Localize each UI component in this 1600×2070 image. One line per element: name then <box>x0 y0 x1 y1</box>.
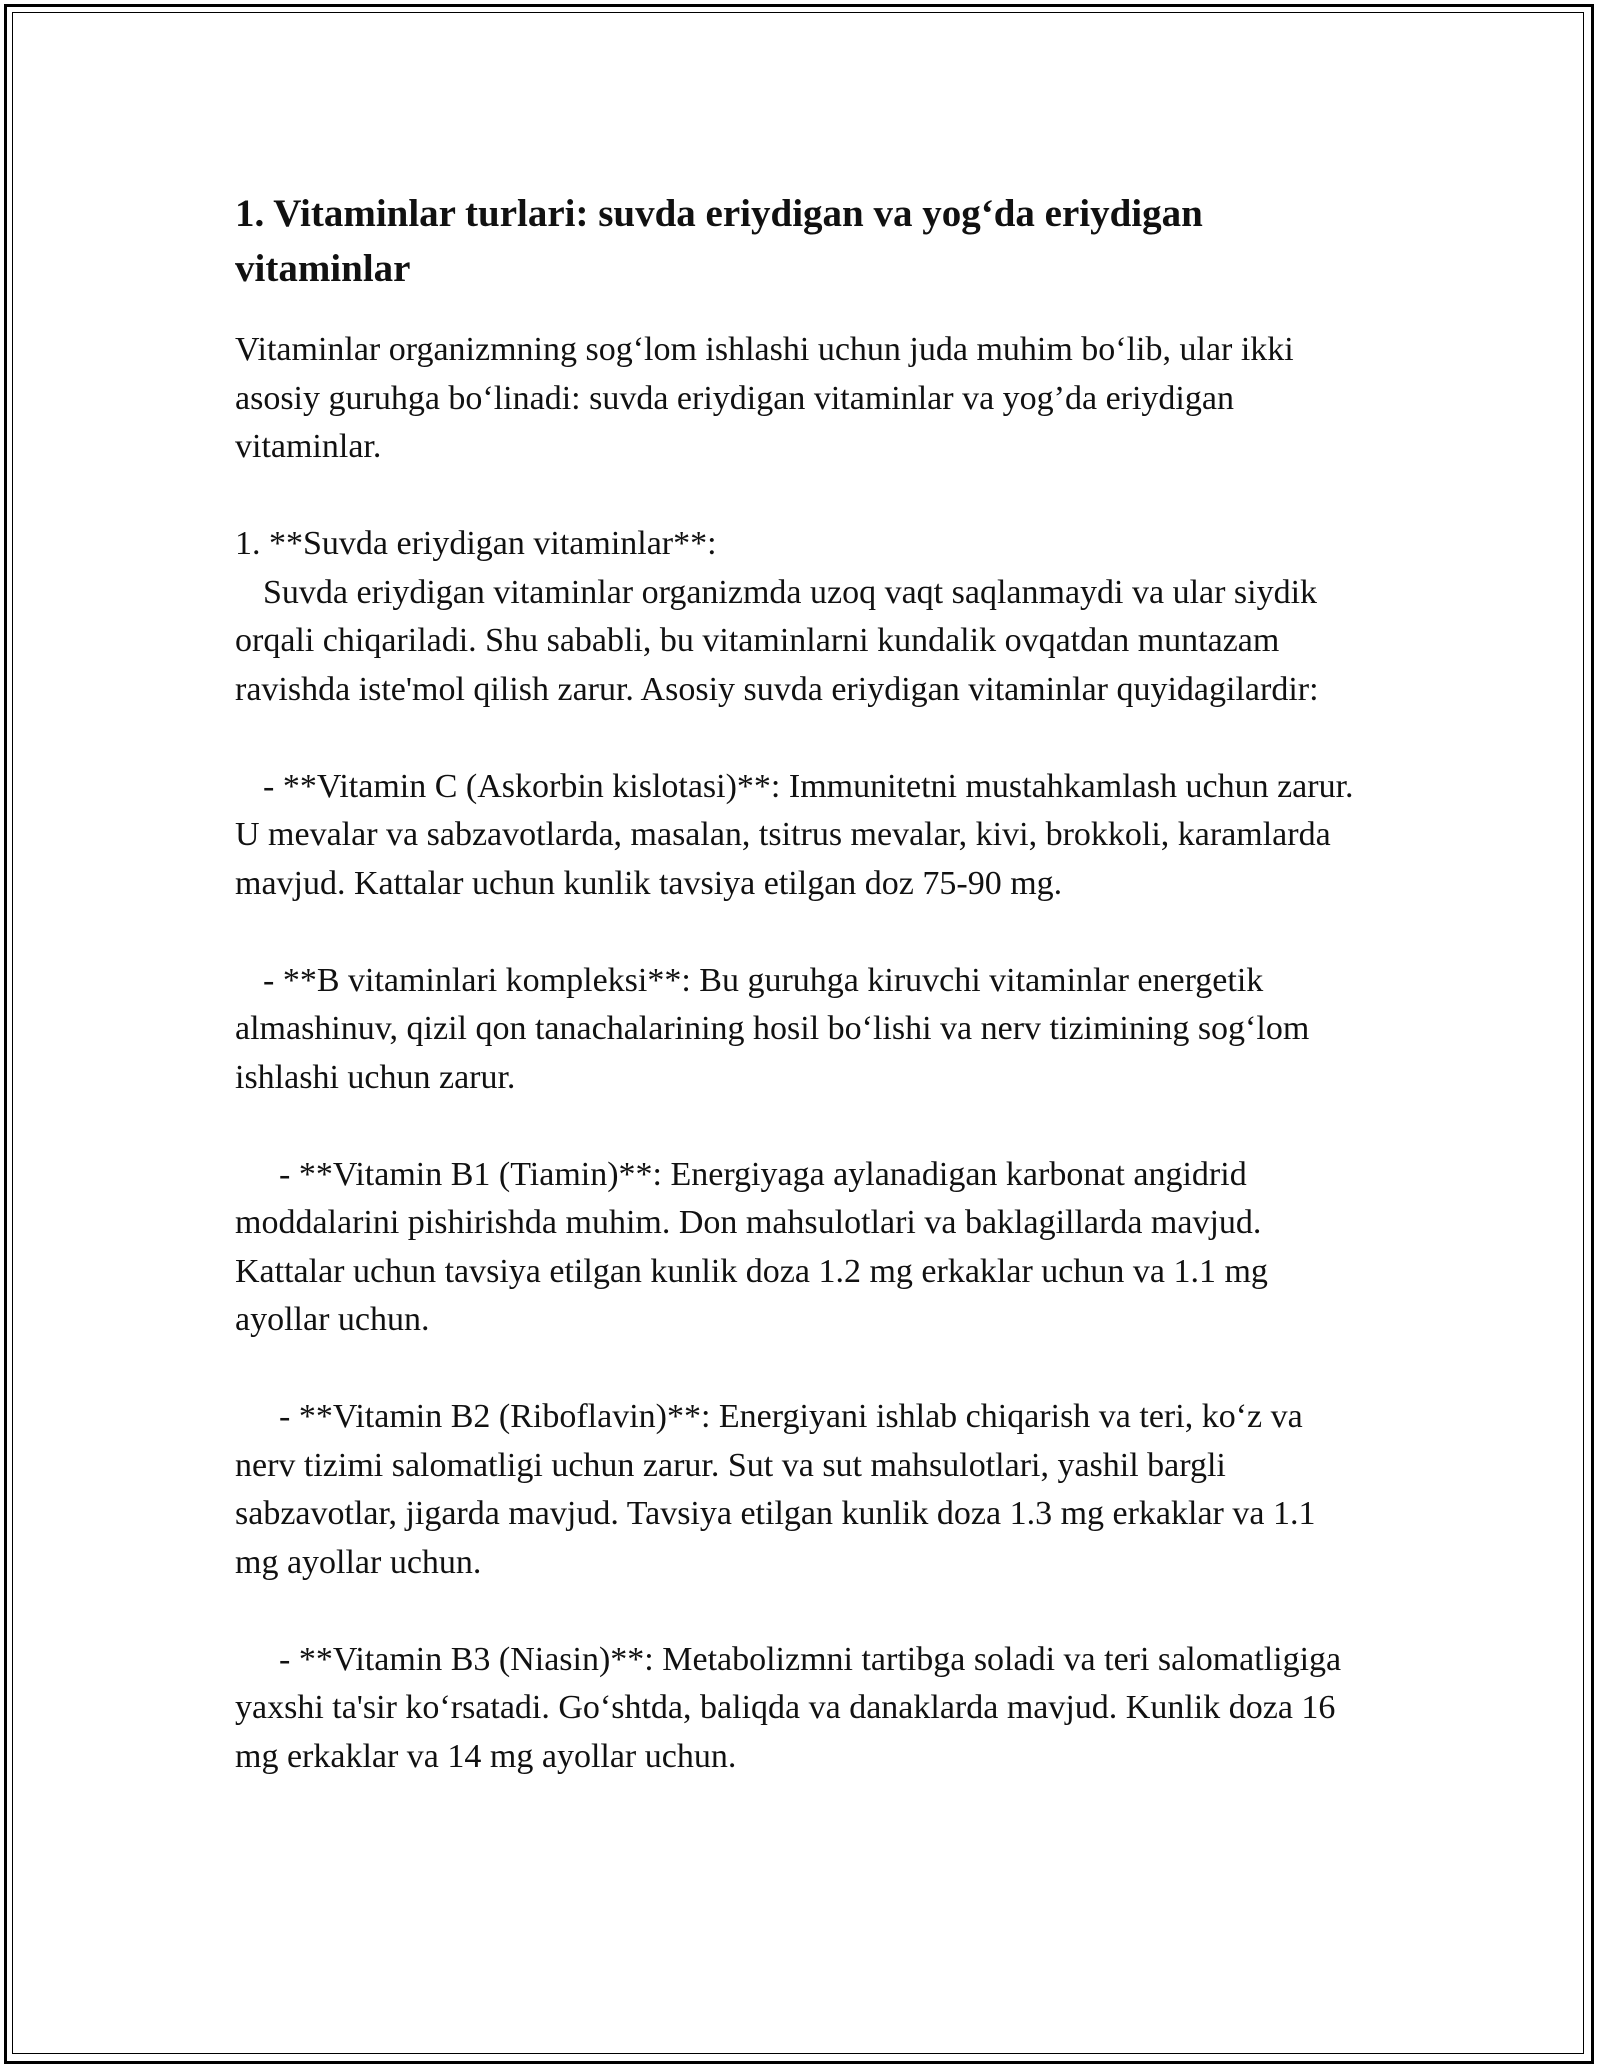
document-body <box>235 186 1365 1781</box>
list-item-vitamin-b2 <box>235 1393 1365 1587</box>
list-item-text: - **Vitamin B2 (Riboflavin)**: Energiyani ishlab chiqarish va teri, ko‘z va nerv tizimi salomatligi uchun zarur. Sut va sut mahsulotlari, yashil bargli sabzavotlar, jigarda mavjud. Tavsiya etilgan kunlik doza 1.3 mg erkaklar va 1.1 mg ayollar uchun. <box>235 1398 1324 1581</box>
section-heading: 1. **Suvda eriydigan vitaminlar**: <box>235 525 717 562</box>
list-item-b-complex <box>235 957 1365 1103</box>
paragraph-gap <box>235 1345 1365 1394</box>
intro-paragraph: Vitaminlar organizmning sog‘lom ishlashi uchun juda muhim bo‘lib, ular ikki asosiy guruhga bo‘linadi: suvda eriydigan vitaminlar va yog’da eriydigan vitaminlar. <box>235 331 1303 465</box>
list-item-text: - **Vitamin B3 (Niasin)**: Metabolizmni tartibga soladi va teri salomatligiga yaxshi ta'sir ko‘rsatadi. Go‘shtda, baliqda va danaklarda mavjud. Kunlik doza 16 mg erkaklar va 14 mg ayollar uchun. <box>235 1640 1350 1775</box>
document-title: 1. Vitaminlar turlari: suvda eriydigan va yog‘da eriydigan vitaminlar <box>235 192 1203 290</box>
list-item-text: - **Vitamin C (Askorbin kislotasi)**: Immunitetni mustahkamlash uchun zarur. U mevalar va sabzavotlarda, masalan, tsitrus mevalar, kivi, brokkoli, karamlarda mavjud. Kattalar uchun kunlik tavsiya etilgan doz 75-90 mg. <box>235 767 1363 902</box>
list-item-text: - **Vitamin B1 (Tiamin)**: Energiyaga aylanadigan karbonat angidrid moddalarini pishirishda muhim. Don mahsulotlari va baklagillarda mavjud. Kattalar uchun tavsiya etilgan kunlik doza 1.2 mg erkaklar uchun va 1.1 mg ayollar uchun. <box>235 1155 1277 1338</box>
list-item-text: - **B vitaminlari kompleksi**: Bu guruhga kiruvchi vitaminlar energetik almashinuv, qizil qon tanachalarining hosil bo‘lishi va nerv tizimining sog‘lom ishlashi uchun zarur. <box>235 961 1318 1096</box>
list-item-vitamin-b1 <box>235 1151 1365 1345</box>
paragraph-gap <box>235 908 1365 957</box>
list-item-vitamin-c <box>235 763 1365 909</box>
section-intro <box>235 569 1365 715</box>
section-intro-text: Suvda eriydigan vitaminlar organizmda uzoq vaqt saqlanmaydi va ular siydik orqali chiqariladi. Shu sababli, bu vitaminlarni kundalik ovqatdan muntazam ravishda iste'mol qilish zarur. Asosiy suvda eriydigan vitaminlar quyidagilardir: <box>235 573 1326 708</box>
list-item-vitamin-b3 <box>235 1636 1365 1782</box>
paragraph-gap <box>235 1102 1365 1151</box>
paragraph-gap <box>235 1587 1365 1636</box>
paragraph-gap <box>235 472 1365 521</box>
paragraph-gap <box>235 714 1365 763</box>
